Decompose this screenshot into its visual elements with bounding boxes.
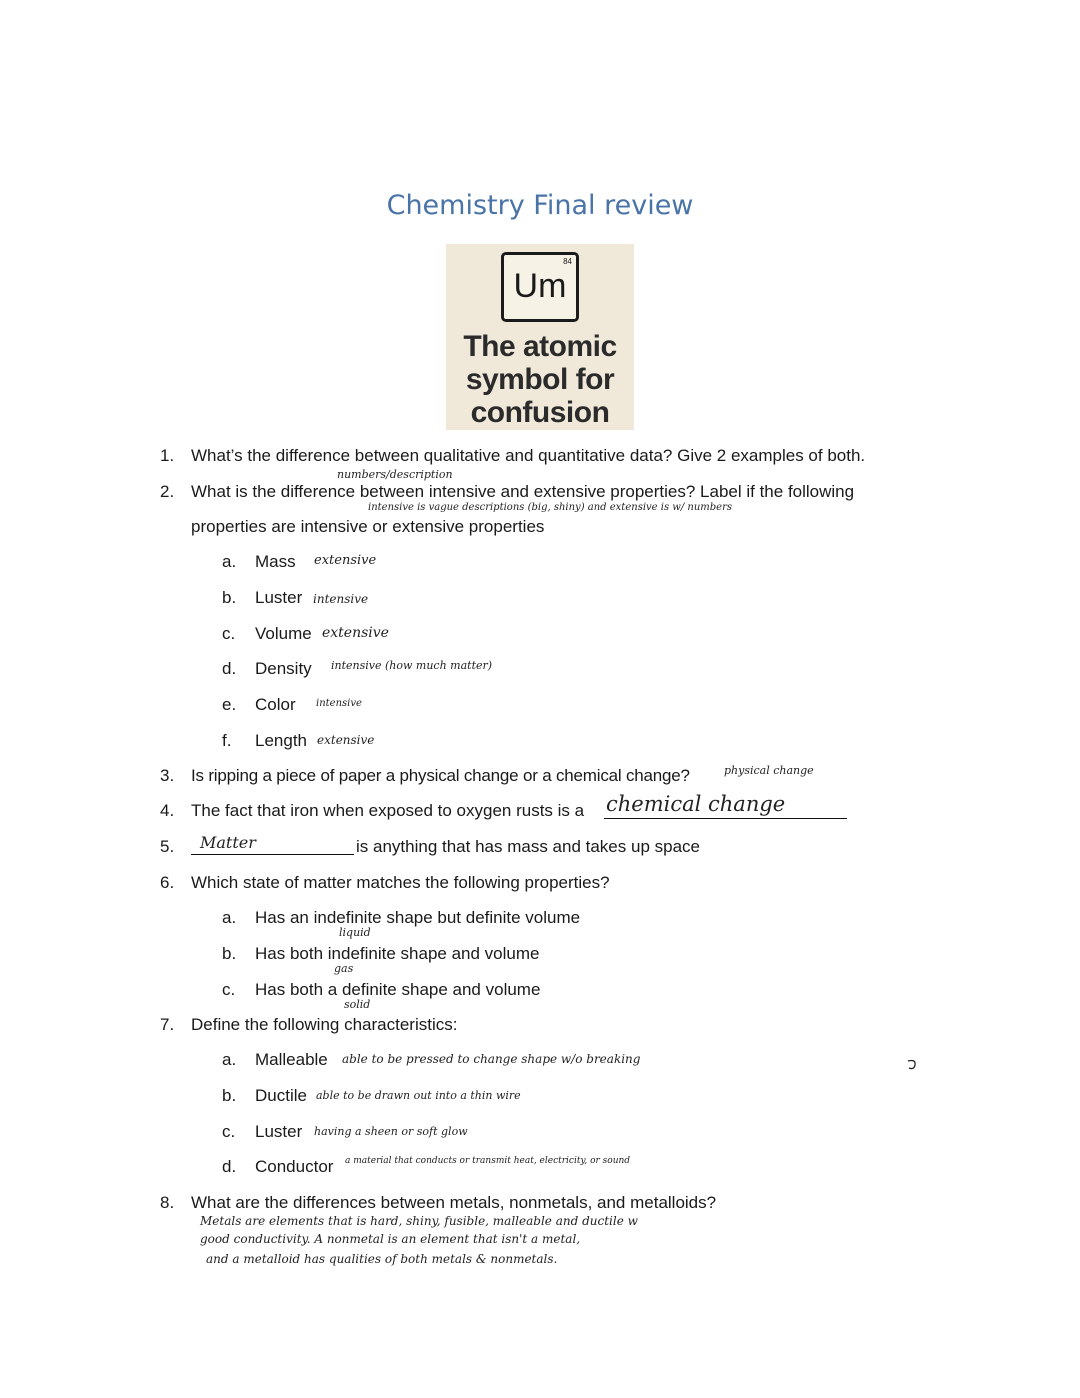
handwritten-answer: and a metalloid has qualities of both metals & nonmetals. — [206, 1252, 558, 1266]
handwritten-answer: good conductivity. A nonmetal is an element that isn't a metal, — [200, 1232, 581, 1246]
item-letter: d. — [222, 659, 237, 678]
question-text: Define the following characteristics: — [191, 1015, 458, 1034]
question-text: What is the difference between intensive and extensive properties? Label if the following — [191, 482, 855, 501]
item-label: Mass — [255, 552, 296, 571]
question-number: 7. — [160, 1015, 175, 1034]
question-text: Which state of matter matches the following properties? — [191, 873, 610, 892]
item-letter: a. — [222, 1050, 237, 1069]
handwritten-answer: intensive is vague descriptions (big, shiny) and extensive is w/ numbers — [368, 502, 732, 513]
item-label: Ductile — [255, 1086, 307, 1105]
pen-mark — [906, 1058, 920, 1072]
item-label: Length — [255, 731, 307, 750]
handwritten-answer: able to be pressed to change shape w/o breaking — [342, 1052, 641, 1066]
item-letter: c. — [222, 1122, 236, 1141]
item-label: Has an indefinite shape but definite volume — [255, 908, 581, 927]
question-text: What are the differences between metals, nonmetals, and metalloids? — [191, 1193, 717, 1212]
item-letter: b. — [222, 944, 237, 963]
item-label: Volume — [255, 624, 312, 643]
item-letter: d. — [222, 1157, 237, 1176]
handwritten-answer: intensive (how much matter) — [331, 659, 493, 672]
page-title: Chemistry Final review — [386, 190, 694, 221]
handwritten-answer: extensive — [317, 733, 375, 747]
question-number: 4. — [160, 801, 175, 820]
item-label: Has both indefinite shape and volume — [255, 944, 540, 963]
answer-blank — [604, 818, 847, 819]
handwritten-answer: chemical change — [606, 792, 786, 816]
item-letter: a. — [222, 552, 237, 571]
element-tile — [501, 252, 579, 322]
item-letter: b. — [222, 588, 237, 607]
item-label: Density — [255, 659, 312, 678]
item-label: Luster — [255, 588, 303, 607]
item-label: Luster — [255, 1122, 303, 1141]
handwritten-answer: having a sheen or soft glow — [314, 1125, 468, 1138]
item-letter: e. — [222, 695, 237, 714]
question-number: 2. — [160, 482, 175, 501]
handwritten-answer: intensive — [313, 592, 369, 606]
handwritten-answer: physical change — [724, 764, 814, 777]
item-label: Color — [255, 695, 296, 714]
element-number: 84 — [563, 257, 572, 266]
item-letter: b. — [222, 1086, 237, 1105]
item-letter: c. — [222, 624, 236, 643]
question-text: properties are intensive or extensive properties — [191, 517, 545, 536]
question-text: What’s the difference between qualitative and quantitative data? Give 2 examples of both. — [191, 446, 866, 465]
handwritten-answer: Metals are elements that is hard, shiny, fusible, malleable and ductile w — [200, 1214, 638, 1228]
question-number: 1. — [160, 446, 175, 465]
element-symbol: Um — [513, 267, 567, 305]
question-number: 5. — [160, 837, 175, 856]
handwritten-answer: numbers/description — [337, 468, 453, 481]
item-letter: f. — [222, 731, 232, 750]
question-number: 6. — [160, 873, 175, 892]
logo-tagline: The atomic symbol for confusion — [463, 330, 617, 429]
question-text: The fact that iron when exposed to oxygen rusts is a — [191, 801, 585, 820]
question-text: Is ripping a piece of paper a physical change or a chemical change? — [191, 766, 690, 785]
question-number: 8. — [160, 1193, 175, 1212]
handwritten-answer: solid — [344, 998, 371, 1011]
handwritten-answer: extensive — [322, 625, 389, 641]
item-label: Conductor — [255, 1157, 334, 1176]
answer-blank — [191, 854, 354, 855]
handwritten-answer: intensive — [316, 698, 362, 709]
handwritten-answer: liquid — [339, 926, 371, 939]
handwritten-answer: a material that conducts or transmit heat, electricity, or sound — [345, 1156, 631, 1166]
handwritten-answer: able to be drawn out into a thin wire — [316, 1089, 521, 1102]
handwritten-answer: extensive — [314, 553, 377, 568]
item-label: Malleable — [255, 1050, 328, 1069]
atomic-symbol-logo — [446, 244, 634, 430]
item-label: Has both a definite shape and volume — [255, 980, 541, 999]
handwritten-answer: Matter — [200, 833, 256, 852]
item-letter: a. — [222, 908, 237, 927]
question-text: is anything that has mass and takes up space — [356, 837, 700, 856]
question-number: 3. — [160, 766, 175, 785]
handwritten-answer: gas — [334, 962, 354, 975]
item-letter: c. — [222, 980, 236, 999]
